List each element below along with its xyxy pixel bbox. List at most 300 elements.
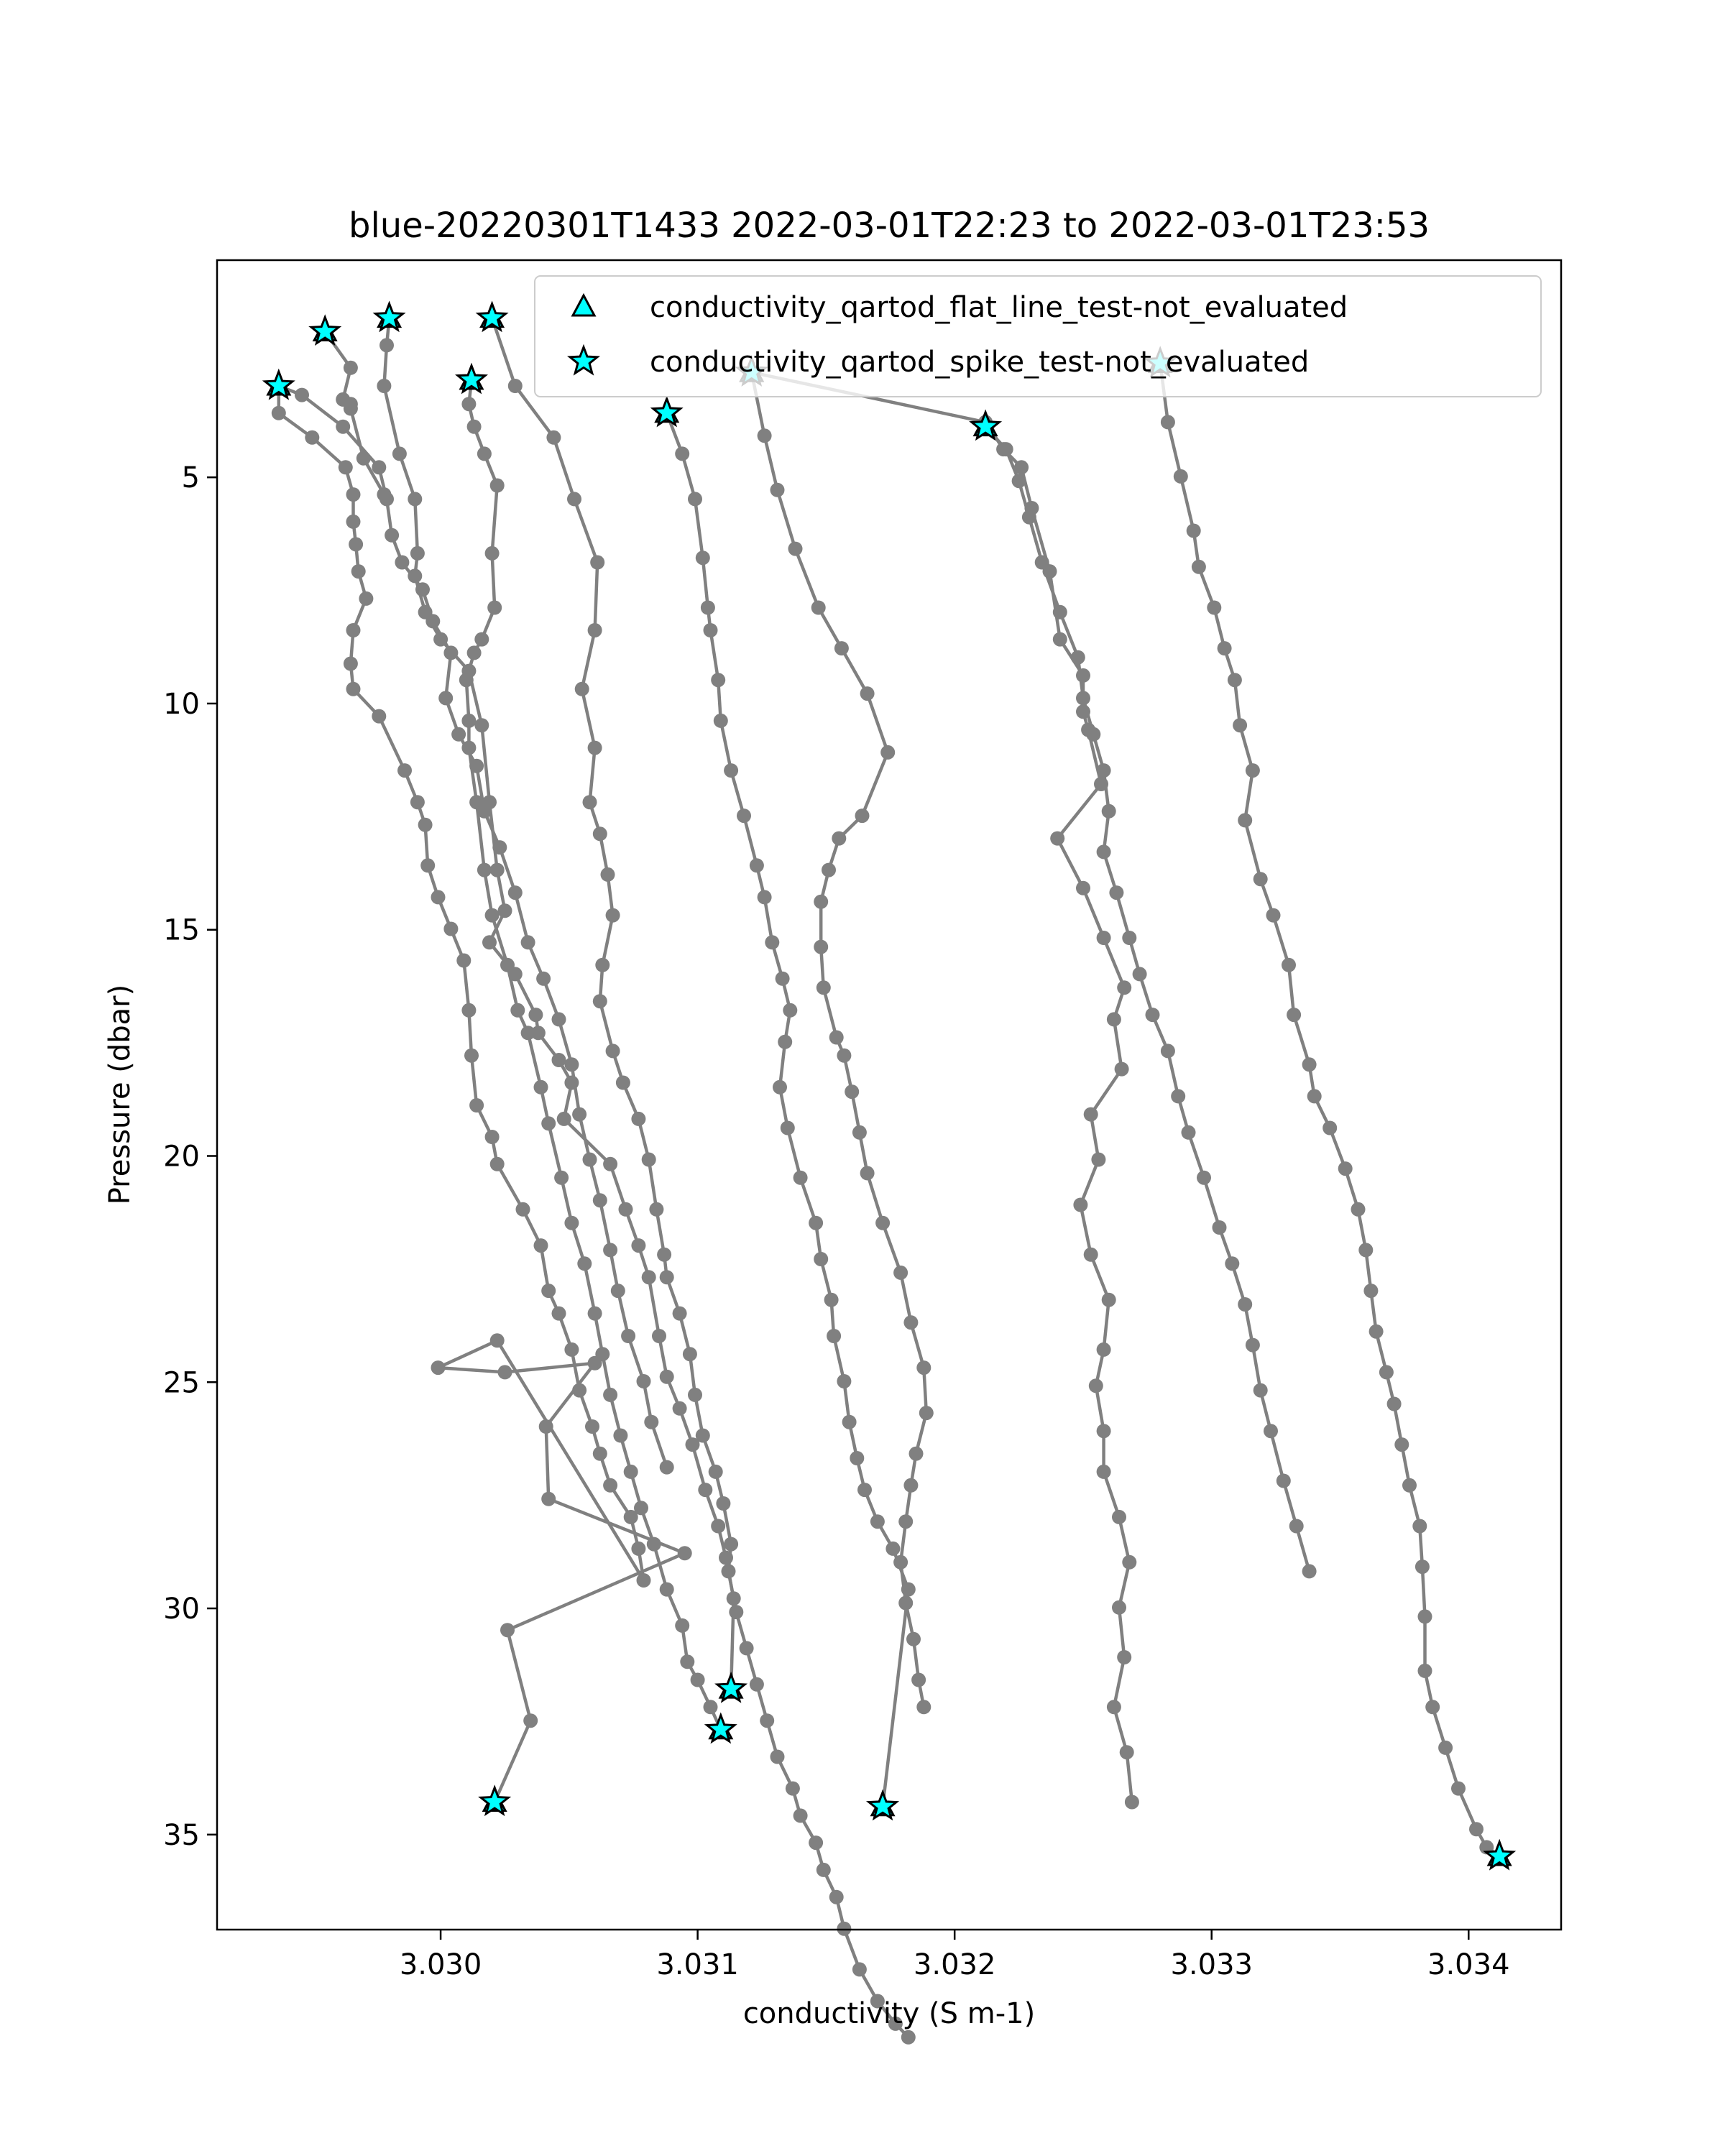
- data-point: [827, 1329, 841, 1343]
- data-point: [660, 1270, 674, 1284]
- data-point: [814, 1252, 828, 1266]
- data-point: [631, 1112, 645, 1126]
- data-point: [822, 863, 836, 877]
- data-point: [786, 1782, 800, 1796]
- data-point: [516, 1202, 530, 1217]
- y-tick-label: 25: [163, 1366, 200, 1400]
- data-point: [1228, 673, 1242, 687]
- data-point: [637, 1573, 651, 1588]
- data-point: [716, 1496, 730, 1511]
- data-point: [701, 601, 715, 615]
- data-point: [477, 863, 492, 877]
- data-point: [510, 1003, 525, 1018]
- data-point: [336, 420, 350, 434]
- data-point: [893, 1555, 908, 1570]
- data-point: [1146, 1008, 1160, 1022]
- data-point: [919, 1406, 934, 1420]
- data-point: [593, 1193, 607, 1207]
- data-point: [660, 1460, 674, 1475]
- data-point: [1218, 641, 1232, 655]
- data-point: [916, 1360, 931, 1375]
- chart-title: blue-20220301T1433 2022-03-01T22:23 to 2022-03-01T23:53: [348, 206, 1430, 246]
- data-point: [557, 1112, 571, 1126]
- data-point: [552, 1053, 566, 1067]
- data-point: [1014, 460, 1029, 474]
- y-axis-label: Pressure (dbar): [104, 984, 137, 1205]
- data-point: [850, 1451, 864, 1465]
- y-tick-label: 30: [163, 1593, 200, 1626]
- data-point: [837, 1922, 851, 1936]
- data-point: [1213, 1220, 1227, 1235]
- data-point: [593, 994, 607, 1008]
- data-point: [461, 714, 476, 728]
- data-point: [637, 1374, 651, 1388]
- data-point: [1358, 1243, 1373, 1257]
- data-point: [704, 1700, 718, 1714]
- data-point: [1307, 1089, 1322, 1103]
- data-point: [1097, 844, 1111, 859]
- data-point: [552, 1012, 566, 1026]
- data-point: [572, 1383, 586, 1398]
- data-point: [464, 1049, 479, 1063]
- data-point: [1276, 1474, 1291, 1488]
- data-point: [1246, 763, 1260, 778]
- data-point: [1287, 1008, 1301, 1022]
- data-point: [346, 487, 361, 502]
- data-point: [508, 885, 523, 900]
- data-point: [683, 1347, 697, 1361]
- data-point: [1469, 1822, 1484, 1836]
- data-point: [1412, 1519, 1427, 1534]
- data-point: [593, 826, 607, 841]
- data-point: [459, 673, 474, 687]
- data-point: [606, 1044, 620, 1058]
- data-point: [696, 550, 710, 565]
- data-point: [901, 2030, 916, 2045]
- data-point: [1107, 1012, 1121, 1026]
- data-point: [498, 1365, 512, 1379]
- x-tick-label: 3.032: [913, 1948, 996, 1981]
- data-point: [1425, 1700, 1440, 1714]
- data-point: [832, 831, 846, 846]
- data-point: [1254, 872, 1268, 886]
- data-point: [539, 1419, 553, 1434]
- data-point: [1264, 1424, 1278, 1438]
- data-point: [305, 430, 319, 445]
- data-point: [852, 1125, 867, 1140]
- data-point: [1338, 1161, 1353, 1176]
- data-point: [834, 641, 849, 655]
- data-point: [1089, 1378, 1103, 1393]
- data-point: [1394, 1437, 1409, 1452]
- y-tick-label: 20: [163, 1140, 200, 1174]
- data-point: [724, 763, 738, 778]
- data-point: [631, 1238, 645, 1253]
- data-point: [1107, 1700, 1121, 1714]
- data-point: [467, 645, 482, 660]
- data-point: [916, 1700, 931, 1714]
- data-point: [788, 542, 803, 556]
- x-tick-label: 3.033: [1170, 1948, 1253, 1981]
- data-point: [811, 601, 826, 615]
- data-point: [724, 1537, 738, 1552]
- data-point: [698, 1483, 712, 1497]
- y-tick-label: 5: [181, 461, 200, 495]
- data-point: [642, 1270, 656, 1284]
- data-point: [583, 1153, 597, 1167]
- data-point: [380, 492, 394, 506]
- data-point: [770, 483, 785, 497]
- data-point: [634, 1501, 648, 1515]
- data-point: [487, 601, 502, 615]
- data-point: [490, 1333, 505, 1348]
- data-point: [794, 1171, 808, 1185]
- data-point: [485, 1130, 500, 1144]
- data-point: [588, 1307, 602, 1321]
- data-point: [1073, 1198, 1087, 1212]
- data-point: [521, 1026, 535, 1040]
- data-point: [1125, 1795, 1139, 1810]
- data-point: [498, 903, 512, 918]
- data-point: [1302, 1564, 1317, 1578]
- data-point: [528, 1008, 543, 1022]
- data-point: [898, 1596, 913, 1611]
- data-point: [467, 420, 482, 434]
- data-point: [660, 1583, 674, 1597]
- data-point: [410, 795, 425, 809]
- data-point: [508, 379, 523, 393]
- data-point: [906, 1632, 921, 1646]
- data-point: [554, 1171, 569, 1185]
- data-point: [893, 1266, 908, 1280]
- data-point: [1084, 1107, 1098, 1122]
- data-point: [541, 1492, 556, 1506]
- data-point: [572, 1107, 586, 1122]
- data-point: [546, 430, 561, 445]
- data-point: [595, 958, 610, 972]
- data-point: [1238, 813, 1252, 827]
- data-point: [758, 890, 772, 904]
- data-point: [490, 1157, 505, 1171]
- data-point: [809, 1835, 823, 1850]
- data-point: [1387, 1397, 1402, 1411]
- data-point: [474, 632, 489, 647]
- data-point: [482, 935, 497, 949]
- data-point: [385, 528, 399, 543]
- data-point: [880, 745, 895, 760]
- data-point: [898, 1514, 913, 1529]
- data-point: [1161, 1044, 1175, 1058]
- data-point: [1102, 1293, 1116, 1307]
- data-point: [773, 1080, 787, 1095]
- data-point: [1094, 777, 1108, 791]
- data-point: [783, 1003, 797, 1018]
- data-point: [1133, 967, 1147, 981]
- y-tick-label: 10: [163, 687, 200, 721]
- data-point: [601, 867, 615, 882]
- data-point: [816, 1863, 831, 1877]
- data-point: [461, 1003, 476, 1018]
- data-point: [1043, 564, 1057, 579]
- data-point: [1115, 1062, 1129, 1077]
- data-point: [1122, 1555, 1136, 1570]
- data-point: [349, 537, 363, 551]
- data-point: [642, 1153, 656, 1167]
- data-point: [431, 1360, 446, 1375]
- data-point: [675, 446, 689, 461]
- data-point: [673, 1307, 687, 1321]
- data-point: [1282, 958, 1296, 972]
- data-point: [1097, 931, 1111, 945]
- data-point: [564, 1057, 579, 1072]
- legend: [535, 276, 1541, 397]
- data-point: [372, 460, 386, 474]
- data-point: [1171, 1089, 1185, 1103]
- data-point: [339, 460, 353, 474]
- data-point: [392, 446, 407, 461]
- data-point: [1351, 1202, 1366, 1217]
- data-point: [461, 397, 476, 411]
- data-point: [1112, 1600, 1126, 1615]
- data-point: [415, 582, 430, 596]
- data-point: [410, 546, 425, 561]
- data-point: [1207, 601, 1221, 615]
- x-tick-label: 3.030: [399, 1948, 482, 1981]
- data-point: [351, 564, 366, 579]
- data-point: [541, 1116, 556, 1130]
- data-point: [776, 972, 790, 986]
- data-point: [688, 492, 702, 506]
- data-point: [1322, 1121, 1337, 1135]
- data-point: [624, 1465, 638, 1479]
- data-point: [1053, 632, 1067, 647]
- data-point: [1161, 415, 1175, 429]
- data-point: [778, 1035, 792, 1049]
- data-point: [485, 546, 500, 561]
- data-point: [603, 1157, 617, 1171]
- data-point: [577, 1256, 592, 1271]
- data-point: [477, 446, 492, 461]
- x-tick-label: 3.034: [1427, 1948, 1510, 1981]
- data-point: [704, 623, 718, 637]
- data-point: [722, 1564, 736, 1578]
- data-point: [1109, 885, 1123, 900]
- data-point: [660, 1370, 674, 1384]
- data-point: [647, 1537, 661, 1552]
- data-point: [621, 1329, 635, 1343]
- data-point: [1076, 668, 1090, 683]
- data-point: [613, 1429, 627, 1443]
- data-point: [842, 1415, 857, 1429]
- data-point: [418, 818, 433, 832]
- data-point: [644, 1415, 658, 1429]
- data-point: [857, 1483, 872, 1497]
- data-point: [397, 763, 412, 778]
- data-point: [477, 804, 492, 819]
- data-point: [490, 479, 505, 493]
- data-point: [380, 338, 394, 352]
- data-point: [829, 1031, 844, 1045]
- data-point: [474, 718, 489, 732]
- data-point: [657, 1248, 671, 1262]
- data-point: [1122, 931, 1136, 945]
- data-point: [588, 741, 602, 755]
- data-point: [344, 361, 358, 375]
- data-point: [903, 1315, 918, 1330]
- data-point: [1112, 1510, 1126, 1524]
- data-point: [1451, 1782, 1466, 1796]
- data-point: [814, 895, 828, 909]
- data-point: [711, 1519, 725, 1534]
- data-point: [688, 1388, 702, 1402]
- data-point: [590, 556, 604, 570]
- legend-entry-label: conductivity_qartod_spike_test-not_evaluated: [650, 346, 1310, 379]
- data-point: [492, 840, 507, 854]
- data-point: [758, 428, 772, 443]
- y-tick-label: 15: [163, 913, 200, 947]
- data-point: [1117, 1650, 1131, 1664]
- data-point: [860, 686, 875, 701]
- data-point: [443, 922, 458, 936]
- data-point: [619, 1202, 633, 1217]
- data-point: [781, 1121, 795, 1135]
- data-point: [711, 673, 725, 687]
- data-point: [1402, 1478, 1417, 1493]
- legend-entry-label: conductivity_qartod_flat_line_test-not_evaluated: [650, 291, 1348, 324]
- data-point: [603, 1388, 617, 1402]
- data-point: [729, 1605, 743, 1619]
- data-point: [595, 1347, 610, 1361]
- data-point: [611, 1284, 625, 1298]
- data-point: [1238, 1297, 1252, 1312]
- data-point: [585, 1419, 599, 1434]
- data-point: [344, 657, 358, 671]
- data-point: [1120, 1745, 1134, 1759]
- data-point: [1091, 1153, 1105, 1167]
- data-point: [1081, 723, 1095, 737]
- data-point: [536, 972, 551, 986]
- data-point: [852, 1962, 867, 1976]
- data-point: [295, 388, 309, 402]
- data-point: [606, 908, 620, 923]
- data-point: [603, 1243, 617, 1257]
- data-point: [541, 1284, 556, 1298]
- data-point: [740, 1641, 754, 1655]
- data-point: [1084, 1248, 1098, 1262]
- data-point: [395, 556, 409, 570]
- data-point: [870, 1514, 885, 1529]
- data-point: [500, 958, 515, 972]
- data-point: [1418, 1609, 1432, 1623]
- data-point: [1192, 560, 1206, 574]
- data-point: [1302, 1057, 1317, 1072]
- data-point: [909, 1447, 924, 1461]
- data-point: [837, 1374, 851, 1388]
- data-point: [534, 1238, 548, 1253]
- data-point: [860, 1166, 875, 1180]
- data-point: [714, 714, 728, 728]
- data-point: [814, 940, 828, 954]
- data-point: [346, 515, 361, 529]
- data-point: [1369, 1325, 1384, 1339]
- data-point: [673, 1401, 687, 1416]
- data-point: [1187, 524, 1201, 538]
- y-tick-label: 35: [163, 1818, 200, 1852]
- data-point: [346, 623, 361, 637]
- data-point: [709, 1465, 723, 1479]
- data-point: [1097, 1424, 1111, 1438]
- data-point: [1197, 1171, 1211, 1185]
- data-point: [523, 1713, 538, 1728]
- data-point: [1102, 804, 1116, 819]
- data-point: [420, 858, 435, 872]
- data-point: [696, 1429, 710, 1443]
- data-point: [837, 1049, 851, 1063]
- data-point: [588, 623, 602, 637]
- data-point: [616, 1076, 630, 1090]
- data-point: [552, 1307, 566, 1321]
- data-point: [1050, 831, 1064, 846]
- data-point: [1076, 881, 1090, 895]
- data-point: [678, 1546, 692, 1560]
- data-point: [567, 492, 581, 506]
- data-point: [1225, 1256, 1239, 1271]
- data-point: [564, 1342, 579, 1357]
- data-point: [1254, 1383, 1268, 1398]
- data-point: [652, 1329, 666, 1343]
- data-point: [593, 1447, 607, 1461]
- data-point: [1117, 980, 1131, 995]
- data-point: [1182, 1125, 1196, 1140]
- data-point: [1246, 1338, 1260, 1353]
- data-point: [346, 682, 361, 696]
- data-point: [603, 1478, 617, 1493]
- data-point: [911, 1673, 926, 1687]
- data-point: [675, 1618, 689, 1633]
- data-point: [1174, 469, 1188, 484]
- data-point: [1415, 1560, 1430, 1574]
- data-point: [359, 591, 373, 606]
- data-point: [500, 1623, 515, 1637]
- data-point: [750, 1677, 764, 1692]
- data-point: [845, 1084, 859, 1099]
- data-point: [1363, 1284, 1378, 1298]
- data-point: [750, 858, 764, 872]
- data-point: [1233, 718, 1247, 732]
- data-point: [521, 935, 535, 949]
- data-point: [1097, 1342, 1111, 1357]
- data-point: [691, 1673, 705, 1687]
- data-point: [816, 980, 831, 995]
- x-axis-label: conductivity (S m-1): [742, 1997, 1036, 2030]
- data-point: [485, 908, 500, 923]
- data-point: [631, 1542, 645, 1556]
- data-point: [408, 492, 422, 506]
- data-point: [1379, 1365, 1394, 1379]
- data-point: [272, 406, 286, 420]
- data-point: [443, 645, 458, 660]
- data-point: [431, 890, 446, 904]
- data-point: [426, 614, 440, 628]
- data-point: [438, 691, 453, 705]
- data-point: [760, 1713, 774, 1728]
- data-point: [451, 727, 466, 742]
- data-point: [456, 954, 471, 968]
- data-point: [770, 1750, 785, 1764]
- data-point: [583, 795, 597, 809]
- data-point: [829, 1890, 844, 1904]
- data-point: [824, 1293, 839, 1307]
